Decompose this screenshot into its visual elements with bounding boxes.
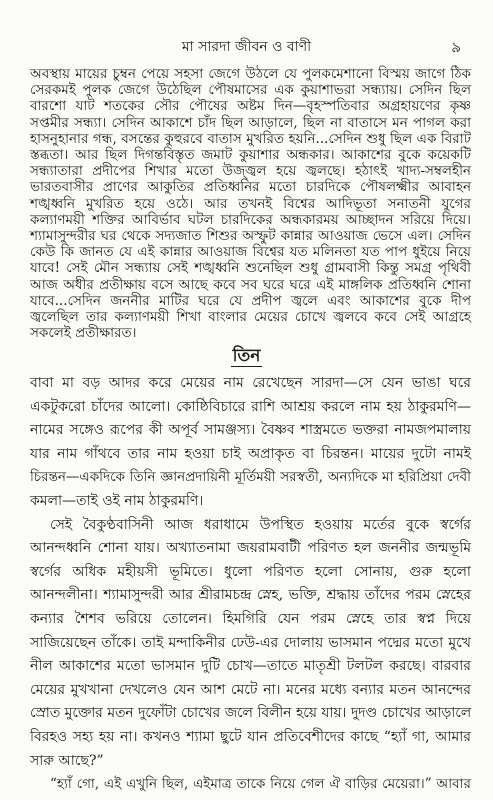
text-line: স্রোত মুক্তোর মতন দুফোঁটা চোখের জলে বিলীন হয়ে যায়। দুদণ্ড চোখের আড়ালে [30,705,471,722]
text-line: জ্বলেছিল তার কল্যাণময়ী শিখা বাংলার মেয়ের চোখে জ্বলবে কবে সেই আগ্রহে [30,309,471,326]
text-line: আনন্দধ্বনি শোনা যায়। অখ্যাতনামা জয়রামবাটী পরিণত হল জননীর জন্মভূমি [30,540,471,557]
text-line: শ্যামাসুন্দরীর ঘর থেকে সদ্যজাত শিশুর অস্ফুট কান্নার আওয়াজ ভেসে এল। সেদিন [30,228,471,245]
text-line: সন্ধ্যাতারা প্রদীপের শিখার মতো উজ্জ্বল হয়ে জ্বলছে। হঠাৎই খাদ্য-সম্বলহীন [30,163,471,180]
text-line: “হ্যাঁ গো, এই এখুনি ছিল, এইমাত্র তাকে নিয়ে গেল ঐ বাড়ির মেয়েরা।” আবার [50,776,471,793]
text-line: কল্যাণময়ী শক্তির আবির্ভাব ঘটল চারদিকের অন্ধকারময় আচ্ছাদন সরিয়ে দিয়ে। [30,211,471,228]
paragraph-2 [30,372,471,514]
section-heading-text: তিন [232,346,261,366]
paragraph-4 [30,773,471,797]
lower-text-block [30,372,471,797]
section-heading [0,345,493,367]
text-line: চিরন্তন—একদিকে তিনি জ্ঞানপ্রদায়িনী মূর্তিময়ী সরস্বতী, অন্যদিকে মা হরিপ্রিয়া দেবী [30,469,471,486]
text-line: আনন্দলীনা। শ্যামাসুন্দরী আর শ্রীরামচন্দ্র স্নেহ, ভক্তি, শ্রদ্ধায় তাঁদের পরম স্নেহের [30,587,471,604]
text-line: কমলা—তাই ওই নাম ঠাকুরমণি। [30,492,204,509]
text-line: সারু আছে?” [30,752,104,769]
text-line: সপ্তমীর সন্ধ্যা। সেদিন আকাশে চাঁদ ছিল আড়ালে, ছিল না বাতাসে মন পাগল করা [30,114,471,131]
text-line: অবস্থায় মায়ের চুম্বন পেয়ে সহসা জেগে উঠলে যে পুলকমেশানো বিস্ময় জাগে ঠিক [30,66,471,82]
text-line: একটুকরো চাঁদের আলো। কোষ্ঠিবিচারে রাশি আশ্রয় করলে নাম হয় ঠাকুরমণি— [30,398,471,415]
text-line: নামের সঙ্গেও রূপের কী অপূর্ব সামঞ্জস্য। বৈষ্ণব শাস্ত্রমতে ভক্তরা নামজপমালায় [30,422,471,439]
page-number: ৯ [451,38,461,56]
text-line: সেই বৈকুণ্ঠবাসিনী আজ ধরাধামে উপস্থিত হওয়ায় মর্তের বুকে স্বর্গের [50,516,471,533]
paragraph-3 [30,514,471,774]
text-line: স্বর্গের অধিক মহীয়সী ভূমিতে। ধুলো পরিণত হলো সোনায়, গুরু হলো [30,563,471,580]
text-line: সাজিয়েছেন তাঁকে। তাই মন্দাকিনীর ঢেউ-এর দোলায় ভাসমান পদ্মের মতো মুখে [30,634,471,651]
text-line: কন্যার শৈশব ভরিয়ে তোলেন। হিমগিরি যেন পরম স্নেহে তার স্বপ্ন দিয়ে [30,610,471,627]
text-line: সেরকমই পুলক জেগে উঠেছিল পৌষমাসের এক কুয়াশাভরা সন্ধ্যায়। সেদিন ছিল [30,82,471,99]
text-line: বিরহও সহ্য হয় না। কখনও শ্যামা ছুটে যান প্রতিবেশীদের কাছে “হ্যাঁ গা, আমার [30,728,471,745]
text-line: বারশো যাট শতকের সৌর পৌষের অষ্টম দিন—বৃহস্পতিবার অগ্রহায়ণের কৃষ্ণ [30,98,471,115]
text-line: ভারতবাসীর প্রাণের আকুতির প্রতিধ্বনির মতো চারদিকে পৌষলক্ষ্মীর আবাহন [30,179,471,196]
text-line: যাবে...সেদিন জননীর মাটির ঘরে যে প্রদীপ জ্বলে এবং আকাশের বুকে দীপ [30,292,471,309]
running-header-title: মা সারদা জীবন ও বাণী [181,39,312,55]
text-line: কেউ কি জানত যে এই কান্নার আওয়াজ বিশ্বের যত মলিনতা যত পাপ ধুইয়ে নিয়ে [30,244,471,261]
paragraph-1 [30,66,471,341]
text-line: বাবা মা বড় আদর করে মেয়ের নাম রেখেছেন সারদা—সে যেন ভাঙা ঘরে [30,375,471,391]
text-line: নীল আকাশের মতো ভাসমান দুটি চোখ—তাতে মাতৃশ্রী টলটল করছে। বারবার [30,658,471,675]
text-line: শঙ্খধ্বনি মুখরিত হয়ে ওঠে। আর তখনই বিশ্বের আদিভূতা সনাতনী যুগের [30,195,471,212]
text-line: মেয়ের মুখখানা দেখলেও যেন আশ মেটে না। মনের মধ্যে বন্যার মতন আনন্দের [30,681,471,698]
text-line: হাসনুহানার গন্ধ, বসন্তের কুহুরবে বাতাস মুখরিত হয়নি...সেদিন শুধু ছিল এক বিরাট [30,130,471,147]
text-line: স্তব্ধতা। আর ছিল দিগন্তবিস্তৃত জমাট কুয়াশার অন্ধকার। আকাশের বুকে কয়েকটি [30,147,471,164]
text-line: সকলেই প্রতীক্ষারত। [30,325,137,342]
text-line: যাবে! সেই মৌন সন্ধ্যায় সেই শঙ্খধ্বনি শুনেছিল শুধু গ্রামবাসী কিন্তু সমগ্র পৃথিবী [30,260,471,277]
text-line: আজ অধীর প্রতীক্ষায় বসে আছে কবে সব ঘরে ঘরে এই মাঙ্গলিক প্রতিধ্বনি শোনা [30,276,471,293]
text-line: যার নাম গাঁথবে তার নাম হওয়া চাই অপ্রাকৃত বা চিরন্তন। মায়ের দুটো নামই [30,445,471,462]
